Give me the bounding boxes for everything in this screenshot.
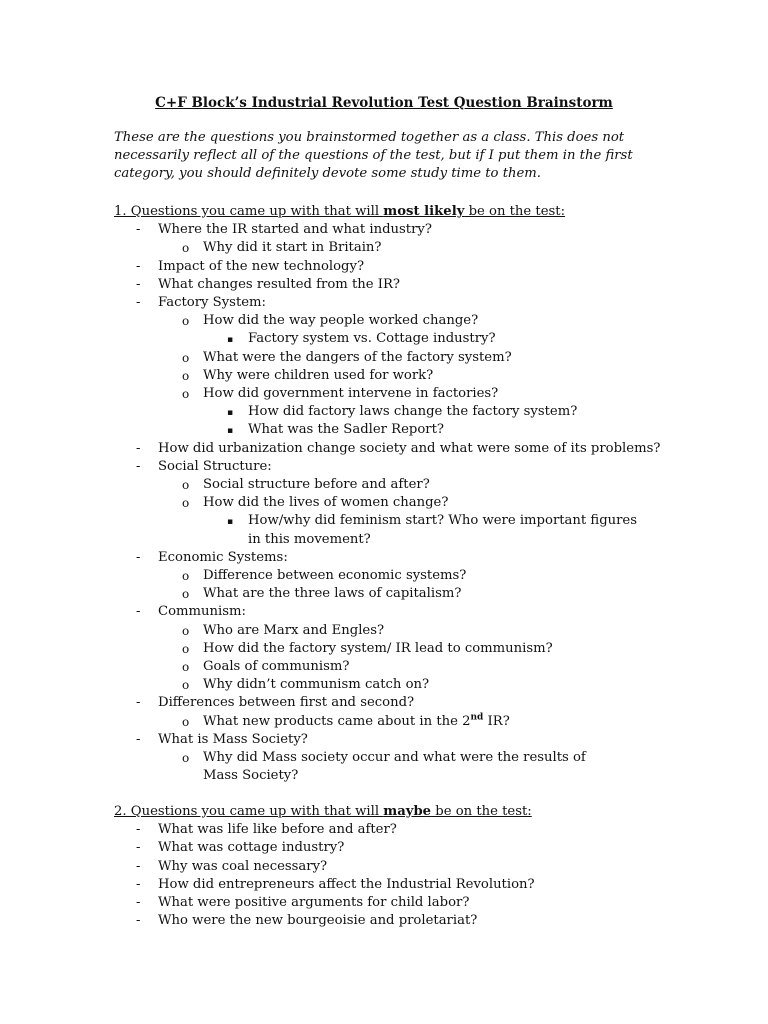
list-item: - What was cottage industry? <box>114 839 674 857</box>
section-heading: 2. Questions you came up with that will maybe be on the test: <box>114 804 532 819</box>
list-item: ▪ How/why did feminism start? Who were important figures in this movement? <box>227 513 637 547</box>
list-item: - Who were the new bourgeoisie and proletariat? <box>114 912 674 930</box>
circle-bullet: o <box>182 350 190 365</box>
section-most-likely <box>114 203 674 785</box>
circle-bullet: o <box>182 623 190 638</box>
dash-bullet: - <box>136 549 141 565</box>
dash-bullet: - <box>136 840 141 856</box>
list-item: o Social structure before and after? <box>158 476 674 494</box>
circle-bullet: o <box>182 478 190 493</box>
list-item: o How did the factory system/ IR lead to communism? <box>158 640 674 658</box>
list-item: o Difference between economic systems? <box>158 567 674 585</box>
list-item: o How did government intervene in factories? ▪ How did factory laws change the factory system? ▪ What was the Sadler Report? <box>158 385 674 440</box>
circle-bullet: o <box>182 714 190 729</box>
dash-bullet: - <box>136 222 141 238</box>
list-item: - What is Mass Society? o Why did Mass society occur and what were the results of Mass Society? <box>114 731 674 786</box>
list-item: o Why did Mass society occur and what were the results of Mass Society? <box>182 750 586 784</box>
dash-bullet: - <box>136 913 141 929</box>
list-item: - Social Structure: o Social structure before and after? o How did the lives of women change? ▪ How/why did feminism start? Who were important figures in this movement? <box>114 458 674 549</box>
dash-bullet: - <box>136 458 141 474</box>
list-item: o Who are Marx and Engles? <box>158 622 674 640</box>
circle-bullet: o <box>182 241 190 256</box>
question-list <box>114 821 674 930</box>
dash-bullet: - <box>136 731 141 747</box>
dash-bullet: - <box>136 258 141 274</box>
list-item: - What were positive arguments for child labor? <box>114 894 674 912</box>
circle-bullet: o <box>182 387 190 402</box>
dash-bullet: - <box>136 895 141 910</box>
page-title: C+F Block’s Industrial Revolution Test Question Brainstorm <box>155 95 613 111</box>
dash-bullet: - <box>136 695 141 711</box>
square-bullet: ▪ <box>227 408 234 419</box>
circle-bullet: o <box>182 496 190 511</box>
dash-bullet: - <box>136 295 141 310</box>
circle-bullet: o <box>182 751 190 766</box>
list-item: - How did entrepreneurs affect the Industrial Revolution? <box>114 876 674 894</box>
section-maybe <box>114 803 674 930</box>
circle-bullet: o <box>182 569 190 584</box>
circle-bullet: o <box>182 587 190 602</box>
square-bullet: ▪ <box>227 335 234 346</box>
list-item: - Impact of the new technology? <box>114 258 674 276</box>
list-item: ▪ What was the Sadler Report? <box>203 421 674 439</box>
dash-bullet: - <box>136 440 141 456</box>
question-list <box>114 221 674 785</box>
list-item: - Where the IR started and what industry? o Why did it start in Britain? <box>114 221 674 257</box>
list-item: - Economic Systems: o Difference between economic systems? o What are the three laws of capitalism? <box>114 549 674 604</box>
list-item: - Factory System: o How did the way people worked change? ▪ Factory system vs. Cottage industry? o What were the dangers of the factory system? o Why were children used for work? o How did government intervene in factories? ▪ How did factory laws change the factory system? ▪ What was the Sadler Report? <box>114 294 674 440</box>
circle-bullet: o <box>182 660 190 675</box>
list-item: o Goals of communism? <box>158 658 674 676</box>
list-item: o Why didn’t communism catch on? <box>158 676 674 694</box>
list-item: - How did urbanization change society and what were some of its problems? <box>114 440 674 458</box>
circle-bullet: o <box>182 314 190 329</box>
list-item: o Why did it start in Britain? <box>158 239 674 257</box>
square-bullet: ▪ <box>227 426 234 437</box>
dash-bullet: - <box>136 822 141 838</box>
circle-bullet: o <box>182 641 190 656</box>
dash-bullet: - <box>136 604 141 620</box>
heading-emphasis: maybe <box>383 804 432 819</box>
list-item: - What changes resulted from the IR? <box>114 276 674 294</box>
dash-bullet: - <box>136 276 141 292</box>
intro-paragraph: These are the questions you brainstormed together as a class. This does not necessarily reflect all of the questions of the test, but if I put them in the first category, you should definitely devote some study time to them. <box>114 130 633 182</box>
list-item: ▪ Factory system vs. Cottage industry? <box>203 330 674 348</box>
list-item: o How did the lives of women change? ▪ How/why did feminism start? Who were important figures in this movement? <box>158 494 674 549</box>
circle-bullet: o <box>182 678 190 693</box>
list-item: - Differences between first and second? o What new products came about in the 2nd IR? <box>114 694 674 730</box>
list-item: o What were the dangers of the factory system? <box>158 349 674 367</box>
list-item: - Why was coal necessary? <box>114 858 674 876</box>
dash-bullet: - <box>136 858 141 874</box>
heading-emphasis: most likely <box>383 204 465 219</box>
list-item: ▪ How did factory laws change the factory system? <box>203 403 674 421</box>
list-item: o What are the three laws of capitalism? <box>158 585 674 603</box>
section-heading: 1. Questions you came up with that will most likely be on the test: <box>114 204 566 219</box>
list-item: o What new products came about in the 2nd IR? <box>158 713 674 731</box>
list-item: - What was life like before and after? <box>114 821 674 839</box>
circle-bullet: o <box>182 368 190 383</box>
list-item: o Why were children used for work? <box>158 367 674 385</box>
dash-bullet: - <box>136 876 141 892</box>
square-bullet: ▪ <box>227 517 234 528</box>
list-item: o How did the way people worked change? ▪ Factory system vs. Cottage industry? <box>158 312 674 348</box>
list-item: - Communism: o Who are Marx and Engles? o How did the factory system/ IR lead to communism? o Goals of communism? o Why didn’t communism catch on? <box>114 603 674 694</box>
